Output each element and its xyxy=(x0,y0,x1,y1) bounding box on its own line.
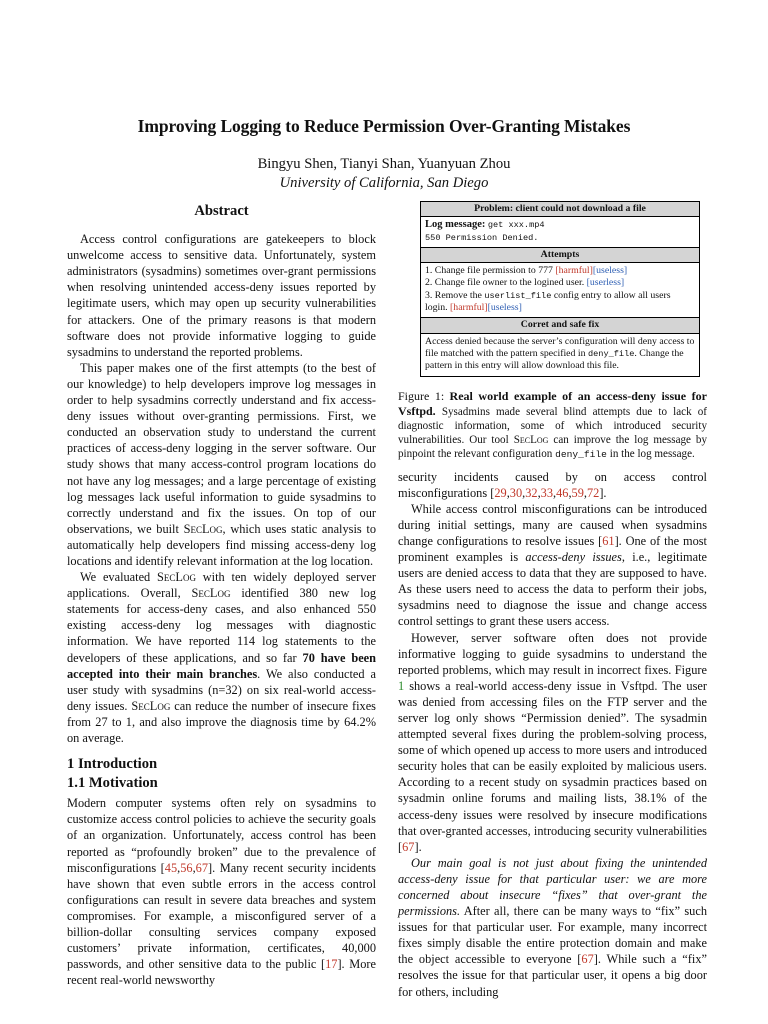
caption-text-b: can improve the log message by pinpoint the relevant configuration xyxy=(398,434,708,461)
right-p2-a: However, server software often does not provide informative logging to guide sysadmins to understand the reported problems, which may result in incorrect fixes. Figure xyxy=(398,630,707,677)
abstract-paragraph-3 xyxy=(67,569,376,746)
caption-code: deny_file xyxy=(555,449,607,461)
abstract-heading: Abstract xyxy=(194,203,249,219)
abstract-p3-e: can reduce the number of insecure fixes from 27 to 1, and also improve the diagnosis time by 64.2% on average. xyxy=(67,698,376,745)
intro-paragraph-1: Modern computer systems often rely on sysadmins to customize access control policies to achieve the security goals of an organization. Unfortunately, access control has been reported as “profoundly broken” due to the prevalence of misconfigurations [45,56,67]. Many recent security incidents have shown that even subtle errors in the access control configurations can result in severe data breaches and system compromises. For example, a misconfigured server of a billion-dollar consulting services company exposed customers’ private information, certificates, 40,000 passwords, and other sensitive data to the public [17]. More recent real-world newsworthy xyxy=(67,796,376,988)
citation-link[interactable]: 29 xyxy=(494,485,507,500)
abstract-p3-c: identified 380 new log statements for access-deny cases, and also enhanced 550 existing access-deny log messages with diagnostic information. We have reported 114 log statements to the developers of these applications, and so far xyxy=(67,586,377,665)
right-p3-a: After all, there can be many ways to “fix” such issues for that particular user. For example, many incorrect fixes simply disable the entire protection domain and make the object accessible to everyone [ xyxy=(398,904,707,967)
tool-name: SecLog xyxy=(513,434,549,447)
figure-attempts-list xyxy=(421,263,699,317)
right-paragraph-3 xyxy=(398,855,707,1000)
citation-link[interactable]: 33 xyxy=(540,485,553,500)
harmful-tag: [harmful] xyxy=(555,265,593,277)
right-p1-c: , i.e., legitimate users are denied access to data that they are supposed to have. As these users need to access the data to perform their jobs, sysadmins need to diagnose the issue and change access control settings to grant these users access. xyxy=(398,550,707,629)
paper-authors: Bingyu Shen, Tianyi Shan, Yuanyuan Zhou xyxy=(257,156,511,172)
userless-tag: [userless] xyxy=(586,277,625,289)
caption-text-a: Sysadmins made several blind attempts due to lack of diagnostic information, some of which introduced security vulnerabilities. Our tool xyxy=(398,405,707,447)
main-goal-statement: Our main goal is not just about fixing the unintended access-deny issue for that particular user: we are more concerned about insecure “fixes” that over-grant the permissions. xyxy=(398,855,707,919)
fix-text-a: Access denied because the server’s configuration will deny access to file matched with the pattern specified in xyxy=(425,335,695,359)
abstract-p2-text: This paper makes one of the first attempts (to the best of our knowledge) to help developers improve log messages in order to help sysadmins correctly understand and fix access-deny issues without over-granting permissions. First, we conducted an observation study to understand the current practices of access-deny logging in the server software. Our study shows that many access-control program locations do not have any log messages; and a large percentage of existing log messages lack useful information to guide sysadmins to correctly understand and fix the issues. On top of our observations, we built xyxy=(67,360,376,536)
attempt-1: 1. Change file permission to 777 xyxy=(425,265,553,277)
right-p2-c: ]. xyxy=(414,839,422,854)
caption-bold: Real world example of an access-deny issue for Vsftpd. xyxy=(398,388,707,418)
right-paragraph-0: security incidents caused by on access control misconfigurations [29,30,32,33,46,59,72]. xyxy=(398,469,707,500)
harmful-tag: [harmful] xyxy=(450,302,488,314)
attempt-3-code: userlist_file xyxy=(484,290,552,301)
accepted-count-text: 70 have been accepted into their main branches xyxy=(67,650,377,681)
abstract-p2-end: , which uses static analysis to automatically help developers find missing access-deny log locations and identify relevant information at the log location. xyxy=(67,521,377,568)
access-deny-issues-term: access-deny issues xyxy=(525,550,622,565)
citation-link[interactable]: 67 xyxy=(402,839,415,854)
log-response: 550 Permission Denied. xyxy=(425,232,539,243)
tool-name: SecLog xyxy=(191,586,231,601)
right-p1-a: While access control misconfigurations can be introduced during initial settings, many are caused when sysadmins change configurations to resolve issues [ xyxy=(398,501,707,548)
citation-link[interactable]: 17 xyxy=(325,957,338,972)
citation-link[interactable]: 32 xyxy=(525,485,538,500)
fix-text-b: . Change the pattern in this entry will allow download this file. xyxy=(425,347,684,372)
log-command: get xxx.mp4 xyxy=(487,220,545,231)
attempt-2: 2. Change file owner to the logined user. xyxy=(425,277,585,289)
right-paragraph-2 xyxy=(398,630,707,855)
citation-link[interactable]: 67 xyxy=(195,860,209,875)
attempt-3-b: config entry to allow all users login. xyxy=(425,289,671,314)
attempt-3-a: 3. Remove the xyxy=(425,289,482,301)
citation-link[interactable]: 46 xyxy=(556,485,569,500)
right-p3-b: ]. While such a “fix” resolves the issue for that particular user, it opens a big door for others, including xyxy=(398,952,707,999)
figure-fix-header: Corret and safe fix xyxy=(421,317,699,333)
subsection-heading-motivation: 1.1 Motivation xyxy=(67,775,158,792)
citation-link[interactable]: 45 xyxy=(164,860,178,875)
figure-1-caption xyxy=(398,389,707,463)
abstract-p1-text: Access control configurations are gatekeepers to block unwelcome access to sensitive data. Unfortunately, system administrators (sysadmins) sometimes over-grant permissions when resolving unintended access-deny issues reported by legitimate users, which may open up security vulnerabilities for attackers. One of the primary reasons is that modern software does not provide informative logging to guide sysadmins to understand the reported problems. xyxy=(67,232,376,359)
figure-fix-text xyxy=(421,334,699,376)
figure-1-box xyxy=(420,201,700,377)
citation-link[interactable]: 67 xyxy=(581,952,594,967)
figure-attempts-header: Attempts xyxy=(421,247,699,263)
caption-label: Figure 1: xyxy=(398,388,445,403)
intro-p1-a: Modern computer systems often rely on sysadmins to customize access control policies to achieve the security goals of an organization. Unfortunately, access control has been reported as “profoundly broken” due to the prevalence of misconfigurations [ xyxy=(67,796,376,875)
figure-log-message xyxy=(421,217,699,247)
right-p0-b: ]. xyxy=(599,485,607,500)
abstract-paragraph-1 xyxy=(67,231,376,360)
right-paragraph-1 xyxy=(398,501,707,630)
useless-tag: [useless] xyxy=(592,265,628,277)
abstract-p3-a: We evaluated xyxy=(80,570,151,585)
intro-p1-c: ]. More recent real-world newsworthy xyxy=(67,957,376,988)
tool-name: SecLog xyxy=(157,570,196,585)
log-message-label: Log message: xyxy=(425,219,486,231)
citation-link[interactable]: 59 xyxy=(571,485,584,500)
paper-title: Improving Logging to Reduce Permission Over-Granting Mistakes xyxy=(137,116,631,136)
paper-affiliation: University of California, San Diego xyxy=(279,175,489,191)
citation-link[interactable]: 72 xyxy=(586,485,600,500)
tool-name: SecLog xyxy=(183,521,223,536)
caption-text-c: in the log message. xyxy=(609,448,695,461)
figure-problem-header: Problem: client could not download a file xyxy=(421,202,699,217)
section-heading-introduction: 1 Introduction xyxy=(67,756,158,773)
left-column xyxy=(67,203,376,988)
useless-tag: [useless] xyxy=(487,302,522,314)
citation-link[interactable]: 61 xyxy=(602,533,615,548)
abstract-paragraph-2 xyxy=(67,360,376,569)
intro-p1-b: ]. Many recent security incidents have shown that even subtle errors in the access control configurations can result in severe data breaches and system compromises. For example, a misconfigured server of a billion-dollar consulting services company exposed customers’ private information, certificates, 40,000 passwords, and other sensitive data to the public [ xyxy=(67,860,376,972)
right-p1-b: ]. One of the most prominent examples is xyxy=(398,533,707,565)
fix-code: deny_file xyxy=(587,348,635,359)
figure-reference-link[interactable]: 1 xyxy=(398,678,405,693)
citation-link[interactable]: 30 xyxy=(509,485,523,500)
right-column xyxy=(398,201,707,1000)
tool-name: SecLog xyxy=(131,698,171,713)
right-p0-a: security incidents caused by on access control misconfigurations [ xyxy=(398,469,707,500)
abstract-p3-d: . We also conducted a user study with sysadmins (n=32) on six real-world access-deny issues. xyxy=(67,666,376,713)
abstract-p3-b: with ten widely deployed server applications. Overall, xyxy=(67,570,376,601)
right-p2-b: shows a real-world access-deny issue in Vsftpd. The user was denied from accessing files on the FTP server and the server log only shows “Permission denied”. The sysadmin attempted several fixes during the problem-solving process, some of which opened up access to more users and introduced security holes that can be easily exploited by malicious users. According to a recent study on sysadmin practices based on sysadmin online forums and mailing lists, 38.1% of the access-deny issues were resolved by insecure modifications that over-granted accesses, introducing security vulnerabilities [ xyxy=(398,678,707,854)
citation-link[interactable]: 56 xyxy=(180,860,193,875)
